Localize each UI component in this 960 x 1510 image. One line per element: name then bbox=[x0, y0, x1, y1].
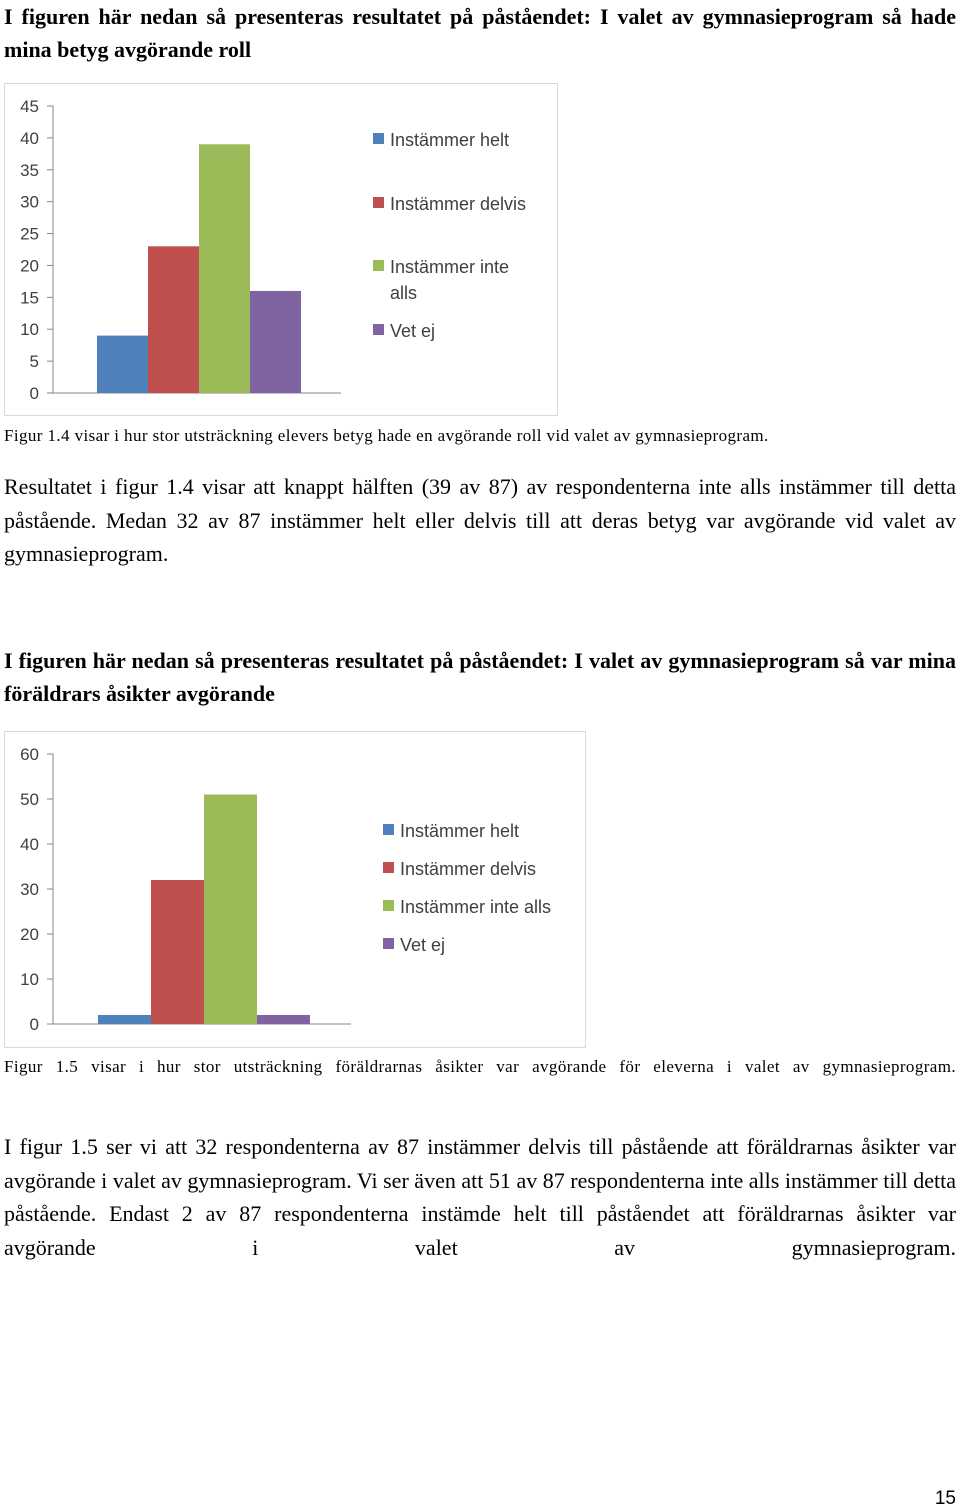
legend-item bbox=[383, 818, 583, 844]
y-tick-label: 15 bbox=[20, 288, 39, 308]
legend-label: Instämmer inte alls bbox=[400, 897, 552, 917]
y-tick-label: 5 bbox=[29, 352, 39, 372]
y-tick-label: 10 bbox=[20, 970, 39, 989]
legend-item bbox=[373, 318, 543, 344]
legend-swatch bbox=[373, 197, 384, 208]
legend-item bbox=[383, 932, 583, 958]
legend-label: Instämmer helt bbox=[390, 130, 510, 150]
legend-swatch bbox=[383, 824, 394, 835]
section2-heading: I figuren här nedan så presenteras resultatet på påståendet: I valet av gymnasieprogram så var mina föräldrars åsikter avgörande bbox=[4, 648, 956, 706]
legend-item bbox=[383, 856, 583, 882]
legend-item bbox=[373, 127, 543, 153]
page-number: 15 bbox=[934, 1488, 956, 1509]
y-tick-label: 40 bbox=[20, 128, 39, 148]
y-tick-label: 25 bbox=[20, 224, 39, 244]
bar-instämmer-inte-alls bbox=[204, 795, 257, 1025]
legend-swatch bbox=[383, 900, 394, 911]
legend-label: Instämmer inte alls bbox=[390, 257, 510, 303]
legend-item bbox=[373, 191, 543, 217]
bar-vet-ej bbox=[257, 1015, 310, 1024]
figure-1-4-caption: Figur 1.4 visar i hur stor utsträckning elevers betyg hade en avgörande roll vid valet av gymnasieprogram. bbox=[4, 426, 769, 445]
legend-swatch bbox=[383, 938, 394, 949]
section2-paragraph: I figur 1.5 ser vi att 32 respondenterna av 87 instämmer delvis till påstående att föräldrarnas åsikter var avgörande i valet av gymnasieprogram. Vi ser även att 51 av 87 respondenterna inte alls instämmer till detta påstående. Endast 2 av 87 respondenterna instämde helt till påståendet att föräldrarnas åsikter var avgörande i valet av gymnasieprogram. bbox=[4, 1134, 956, 1260]
legend-label: Instämmer delvis bbox=[400, 859, 537, 879]
y-tick-label: 45 bbox=[20, 97, 39, 116]
y-tick-label: 50 bbox=[20, 790, 39, 809]
y-tick-label: 10 bbox=[20, 320, 39, 340]
y-tick-label: 30 bbox=[20, 880, 39, 899]
y-tick-label: 0 bbox=[29, 1015, 39, 1034]
legend-swatch bbox=[373, 133, 384, 144]
legend-swatch bbox=[373, 260, 384, 271]
legend-item bbox=[373, 254, 523, 306]
y-tick-label: 60 bbox=[20, 745, 39, 764]
legend-label: Instämmer delvis bbox=[390, 194, 527, 214]
y-tick-label: 35 bbox=[20, 160, 39, 180]
y-tick-label: 30 bbox=[20, 192, 39, 212]
bar-instämmer-delvis bbox=[148, 246, 199, 393]
chart-1-frame bbox=[4, 83, 558, 416]
chart-2 bbox=[5, 732, 587, 1049]
y-tick-label: 20 bbox=[20, 925, 39, 944]
legend-label: Instämmer helt bbox=[400, 821, 520, 841]
figure-1-5-caption: Figur 1.5 visar i hur stor utsträckning föräldrarnas åsikter var avgörande för eleverna i valet av gymnasieprogram. bbox=[4, 1057, 956, 1076]
section1-heading: I figuren här nedan så presenteras resultatet på påståendet: I valet av gymnasieprogram så hade mina betyg avgörande roll bbox=[4, 4, 956, 62]
legend-swatch bbox=[383, 862, 394, 873]
legend-label: Vet ej bbox=[390, 321, 436, 341]
legend-label: Vet ej bbox=[400, 935, 446, 955]
bar-instämmer-helt bbox=[98, 1015, 151, 1024]
legend-swatch bbox=[373, 324, 384, 335]
bar-instämmer-delvis bbox=[151, 880, 204, 1024]
y-tick-label: 40 bbox=[20, 835, 39, 854]
bar-instämmer-helt bbox=[97, 336, 148, 393]
chart-2-frame bbox=[4, 731, 586, 1048]
y-tick-label: 0 bbox=[29, 384, 39, 403]
bar-instämmer-inte-alls bbox=[199, 144, 250, 393]
section1-paragraph: Resultatet i figur 1.4 visar att knappt hälften (39 av 87) av respondenterna inte alls instämmer till detta påstående. Medan 32 av 87 instämmer helt eller delvis till att deras betyg var avgörande vid valet av gymnasieprogram. bbox=[4, 474, 956, 566]
bar-vet-ej bbox=[250, 291, 301, 393]
legend-item bbox=[383, 894, 583, 920]
y-tick-label: 20 bbox=[20, 256, 39, 276]
